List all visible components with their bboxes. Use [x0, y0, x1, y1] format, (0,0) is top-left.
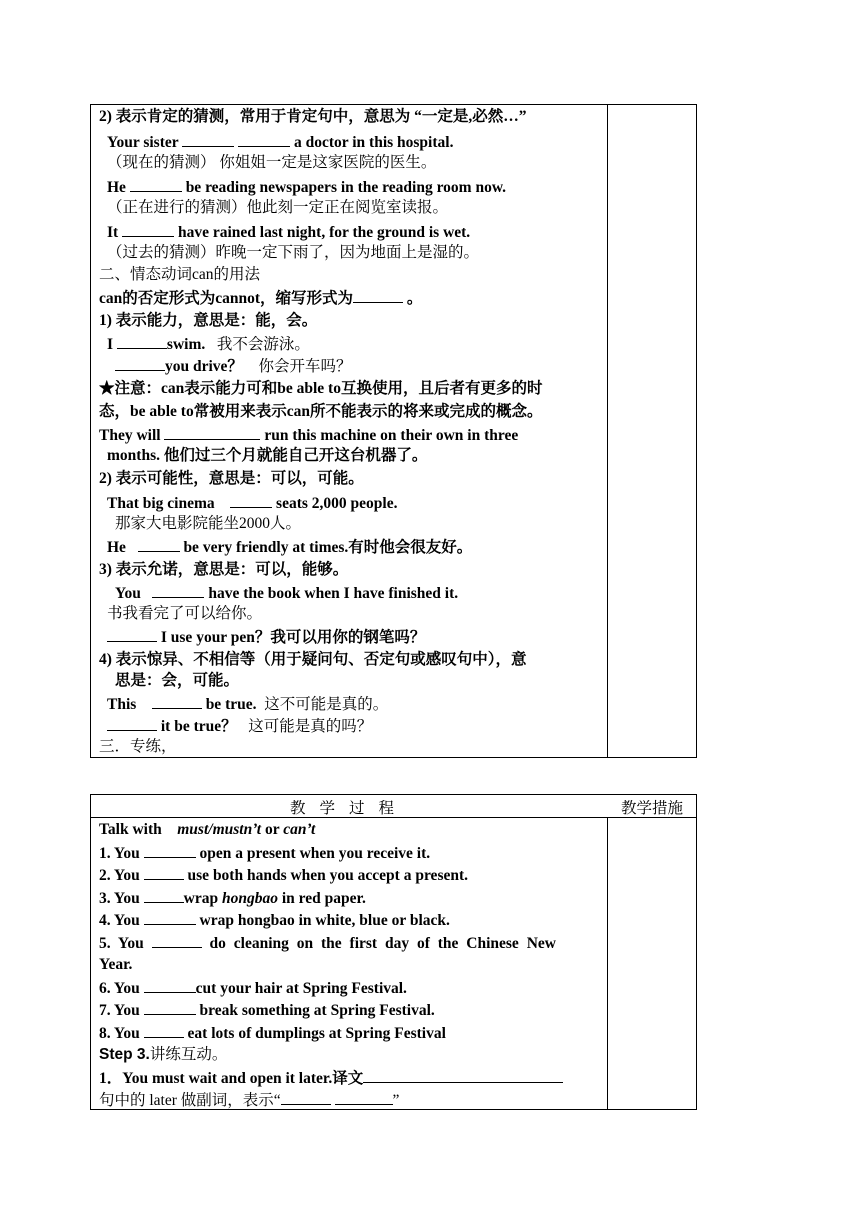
- exercise-item: 4. You wrap hongbao in white, blue or black.: [99, 912, 450, 929]
- exercise-item: 3. You wrap hongbao in red paper.: [99, 890, 366, 907]
- example-line: He be very friendly at times.有时他会很友好。: [107, 539, 473, 556]
- teaching-process-cell: [91, 818, 608, 1109]
- example-line: This be true. 这不可能是真的。: [107, 696, 389, 713]
- note-line: 2) 表示肯定的猜测，常用于肯定句中，意思为 “一定是,必然…”: [99, 108, 527, 125]
- translation-line: （过去的猜测）昨晚一定下雨了，因为地面上是湿的。: [107, 244, 480, 261]
- exercise-item: 6. You cut your hair at Spring Festival.: [99, 980, 407, 997]
- translation-line: 那家大电影院能坐2000人。: [115, 515, 302, 532]
- header-teaching-measures: 教学措施: [620, 800, 683, 817]
- example-line: you drive？ 你会开车吗？: [115, 356, 351, 377]
- example-line: I swim. 我不会游泳。: [107, 336, 310, 353]
- exercise-item: Year.: [99, 956, 133, 973]
- exercise-item: 5. You do cleaning on the first day of the Chinese New: [99, 935, 556, 952]
- exercise-line: 句中的 later 做副词，表示“ ”: [99, 1092, 400, 1109]
- translation-line: 书我看完了可以给你。: [107, 605, 263, 622]
- note-line: 2) 表示可能性，意思是：可以，可能。: [99, 470, 364, 487]
- exercise-item: 8. You eat lots of dumplings at Spring Festival: [99, 1025, 446, 1042]
- exercise-line: 1．You must wait and open it later.译文: [99, 1068, 563, 1089]
- notes-column-cell: [608, 105, 696, 757]
- section-heading: 二、情态动词can的用法: [99, 266, 261, 283]
- example-line: it be true？ 这可能是真的吗？: [107, 716, 372, 737]
- exercise-item: 2. You use both hands when you accept a present.: [99, 867, 469, 884]
- grammar-table: [90, 104, 697, 758]
- example-line: It have rained last night, for the ground is wet.: [107, 224, 471, 241]
- note-line: 1) 表示能力，意思是：能，会。: [99, 312, 318, 329]
- note-line: 态，be able to常被用来表示can所不能表示的将来或完成的概念。: [99, 403, 543, 420]
- note-line: 4) 表示惊异、不相信等（用于疑问句、否定句或感叹句中），意: [99, 651, 527, 668]
- table-header-row: [91, 795, 696, 818]
- example-line: They will run this machine on their own in three: [99, 427, 519, 444]
- exercise-item: 7. You break something at Spring Festival.: [99, 1002, 435, 1019]
- example-line: months. 他们过三个月就能自己开这台机器了。: [107, 447, 428, 464]
- grammar-notes-cell: [91, 105, 608, 757]
- teaching-measures-cell: [608, 818, 696, 1109]
- note-line: can的否定形式为cannot，缩写形式为 。: [99, 290, 423, 307]
- header-teaching-process: 教学过程: [289, 800, 408, 817]
- section-heading: 三．专练，: [99, 738, 177, 755]
- example-line: That big cinema seats 2,000 people.: [107, 495, 398, 512]
- exercise-item: 1. You open a present when you receive it.: [99, 845, 431, 862]
- example-line: You have the book when I have finished it.: [115, 585, 459, 602]
- note-line: 3) 表示允诺，意思是：可以，能够。: [99, 561, 349, 578]
- example-line: He be reading newspapers in the reading room now.: [107, 179, 507, 196]
- instruction-line: Talk with must/mustn’t or can’t: [99, 821, 316, 838]
- example-line: I use your pen？我可以用你的钢笔吗？: [107, 627, 425, 648]
- translation-line: （现在的猜测） 你姐姐一定是这家医院的医生。: [107, 154, 437, 171]
- translation-line: （正在进行的猜测）他此刻一定正在阅览室读报。: [107, 199, 449, 216]
- example-line: Your sister a doctor in this hospital.: [107, 134, 454, 151]
- step-heading: Step 3.讲练互动。: [99, 1046, 228, 1063]
- note-line: ★注意：can表示能力可和be able to互换使用，且后者有更多的时: [99, 380, 543, 397]
- note-line: 思是：会，可能。: [115, 672, 240, 689]
- teaching-process-table: [90, 794, 697, 1110]
